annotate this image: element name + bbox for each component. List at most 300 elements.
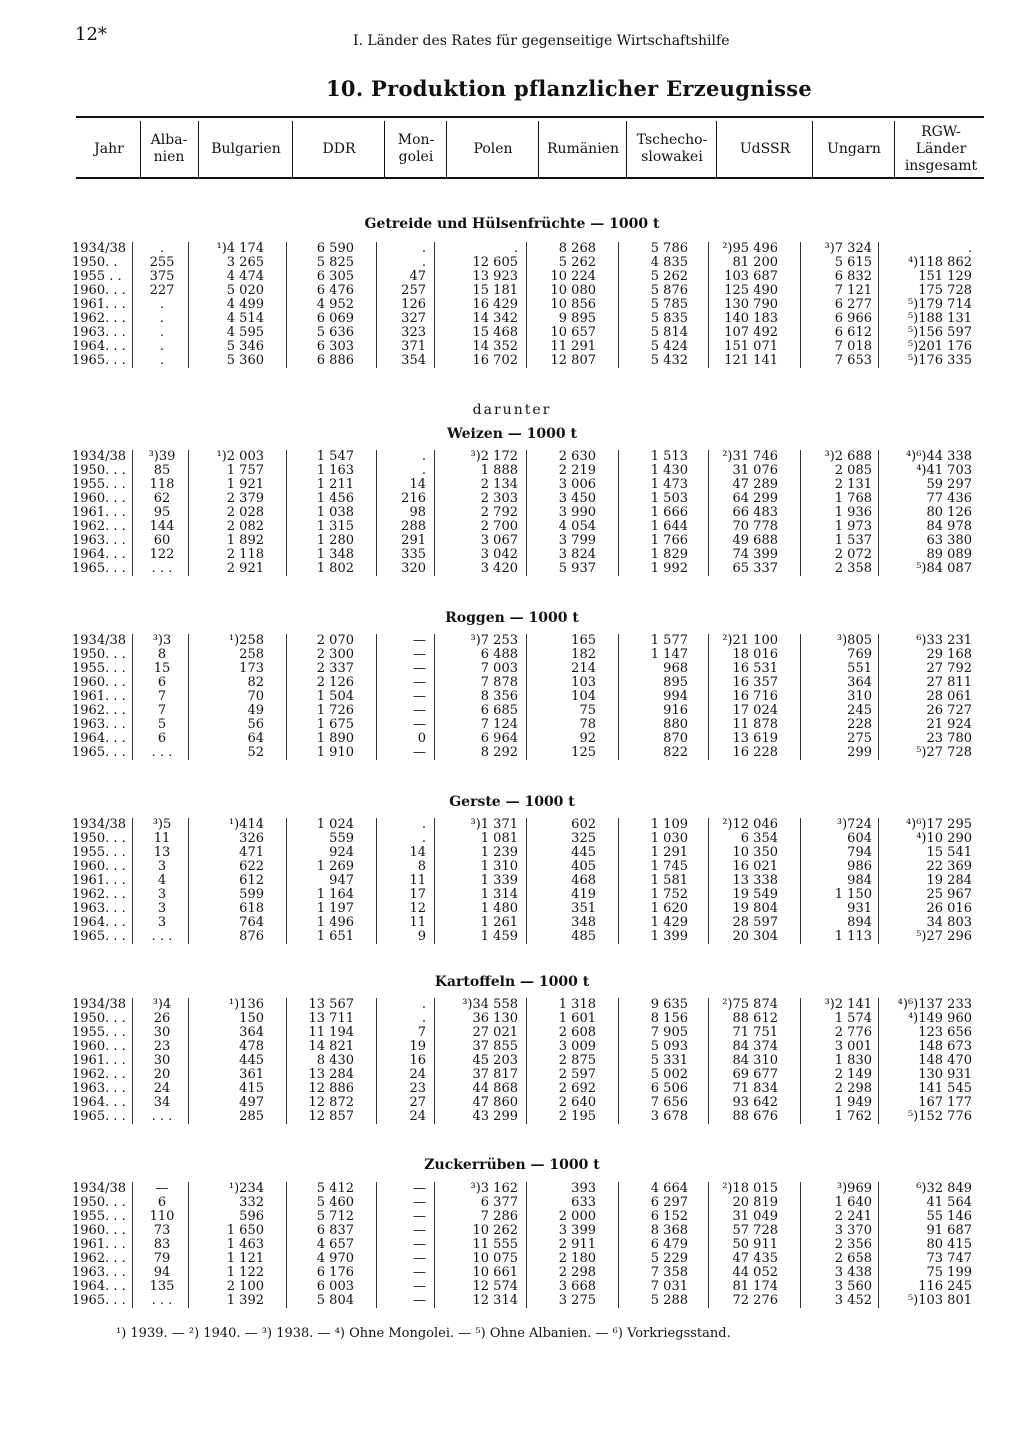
value-cell: 1 291: [650, 845, 688, 860]
value-cell: 11 194: [308, 1025, 354, 1040]
value-cell: 1 150: [834, 887, 872, 902]
value-cell: 415: [239, 1081, 264, 1096]
value-cell: 2 072: [834, 547, 872, 562]
value-cell: 419: [571, 887, 596, 902]
value-cell: 15 181: [472, 283, 518, 298]
value-cell: —: [413, 703, 426, 718]
value-cell: 1 762: [834, 1109, 872, 1124]
value-cell: 5 804: [316, 1293, 354, 1308]
data-column-divider: [376, 634, 377, 760]
data-column-divider: [376, 1182, 377, 1308]
value-cell: 92: [579, 731, 596, 746]
value-cell: 141 545: [918, 1081, 972, 1096]
value-cell: 3 009: [558, 1039, 596, 1054]
value-cell: 6 176: [316, 1265, 354, 1280]
value-cell: .: [421, 817, 426, 832]
value-cell: 8: [157, 647, 167, 662]
value-cell: 66 483: [732, 505, 778, 520]
value-cell: 82: [247, 675, 264, 690]
value-cell: 6 277: [834, 297, 872, 312]
data-column-divider: [434, 818, 435, 944]
table-row: [0, 340, 1024, 354]
year-cell: 1965. . .: [72, 1109, 126, 1124]
value-cell: 10 856: [550, 297, 596, 312]
value-cell: 3 668: [558, 1279, 596, 1294]
header-bottom-rule: [76, 177, 984, 179]
value-cell: ³)969: [836, 1181, 872, 1196]
column-header: [142, 121, 196, 177]
data-column-divider: [878, 242, 879, 368]
data-column-divider: [188, 1182, 189, 1308]
value-cell: ²)21 100: [722, 633, 778, 648]
value-cell: 18 016: [732, 647, 778, 662]
value-cell: 14 342: [472, 311, 518, 326]
value-cell: 26: [153, 1011, 171, 1026]
value-cell: 4 595: [226, 325, 264, 340]
table-title: 10. Produktion pflanzlicher Erzeugnisse: [326, 76, 812, 101]
value-cell: 1 429: [650, 915, 688, 930]
value-cell: 4 835: [650, 255, 688, 270]
value-cell: 47 860: [472, 1095, 518, 1110]
value-cell: 1 197: [316, 901, 354, 916]
value-cell: 56: [247, 717, 264, 732]
value-cell: 31 076: [732, 463, 778, 478]
year-cell: 1955. . .: [72, 477, 126, 492]
value-cell: 1 430: [650, 463, 688, 478]
value-cell: 348: [571, 915, 596, 930]
value-cell: —: [413, 675, 426, 690]
value-cell: —: [413, 1181, 426, 1196]
value-cell: 4 657: [316, 1237, 354, 1252]
year-cell: 1965. . .: [72, 1293, 126, 1308]
table-row: [0, 1068, 1024, 1082]
value-cell: 24: [409, 1109, 426, 1124]
column-header: [200, 121, 292, 177]
value-cell: 7 653: [834, 353, 872, 368]
value-cell: ³)7 253: [470, 633, 518, 648]
value-cell: ⁴)10 290: [916, 831, 972, 846]
value-cell: 173: [239, 661, 264, 676]
value-cell: 79: [153, 1251, 171, 1266]
data-column-divider: [878, 1182, 879, 1308]
value-cell: .: [967, 241, 972, 256]
year-cell: 1961. . .: [72, 1053, 126, 1068]
value-cell: 71 834: [732, 1081, 778, 1096]
table-row: [0, 354, 1024, 368]
column-header: [540, 121, 626, 177]
data-column-divider: [708, 998, 709, 1124]
value-cell: 151 071: [724, 339, 778, 354]
column-header-line: nien: [153, 149, 185, 165]
footnotes: ¹) 1939. — ²) 1940. — ³) 1938. — ⁴) Ohne Mongolei. — ⁵) Ohne Albanien. — ⁶) Vorkriegsstand.: [116, 1326, 731, 1341]
value-cell: 1 936: [834, 505, 872, 520]
value-cell: ⁴)41 703: [916, 463, 972, 478]
value-cell: 20: [153, 1067, 171, 1082]
value-cell: 6 488: [480, 647, 518, 662]
value-cell: 16 702: [472, 353, 518, 368]
data-column-divider: [708, 634, 709, 760]
value-cell: 8: [417, 859, 426, 874]
table-row: [0, 690, 1024, 704]
value-cell: 47 435: [732, 1251, 778, 1266]
value-cell: ¹)414: [228, 817, 264, 832]
value-cell: ⁵)179 714: [907, 297, 972, 312]
value-cell: 1 802: [316, 561, 354, 576]
value-cell: 11 291: [550, 339, 596, 354]
value-cell: 37 817: [472, 1067, 518, 1082]
value-cell: 3 370: [834, 1223, 872, 1238]
table-row: [0, 1224, 1024, 1238]
value-cell: 16 357: [732, 675, 778, 690]
value-cell: 2 118: [226, 547, 264, 562]
value-cell: 15 541: [926, 845, 972, 860]
year-cell: 1964. . .: [72, 1095, 126, 1110]
value-cell: ³)34 558: [462, 997, 518, 1012]
year-cell: 1950. .: [72, 255, 118, 270]
table-row: [0, 1012, 1024, 1026]
value-cell: 6 837: [316, 1223, 354, 1238]
value-cell: 2 131: [834, 477, 872, 492]
value-cell: 1 261: [480, 915, 518, 930]
year-cell: 1963. . .: [72, 1081, 126, 1096]
value-cell: 364: [239, 1025, 264, 1040]
data-column-divider: [526, 450, 527, 576]
column-header: [386, 121, 446, 177]
value-cell: 1 121: [226, 1251, 264, 1266]
value-cell: 10 661: [472, 1265, 518, 1280]
value-cell: 14: [409, 845, 426, 860]
column-header: [448, 121, 538, 177]
value-cell: 3: [157, 859, 167, 874]
table-row: [0, 450, 1024, 464]
section-title: Kartoffeln — 1000 t: [434, 974, 590, 990]
value-cell: 6 297: [650, 1195, 688, 1210]
value-cell: —: [413, 1293, 426, 1308]
value-cell: 602: [571, 817, 596, 832]
value-cell: 107 492: [724, 325, 778, 340]
header-column-divider: [140, 121, 141, 177]
column-header: [814, 121, 894, 177]
value-cell: 27: [409, 1095, 426, 1110]
value-cell: 2 792: [480, 505, 518, 520]
value-cell: 43 299: [472, 1109, 518, 1124]
value-cell: 375: [149, 269, 175, 284]
value-cell: 13 711: [308, 1011, 354, 1026]
value-cell: 55 146: [926, 1209, 972, 1224]
data-column-divider: [376, 998, 377, 1124]
value-cell: 20 304: [732, 929, 778, 944]
year-cell: 1955. . .: [72, 661, 126, 676]
value-cell: 3 067: [480, 533, 518, 548]
year-cell: 1934/38: [72, 449, 127, 464]
value-cell: 2 219: [558, 463, 596, 478]
table-row: [0, 930, 1024, 944]
year-cell: 1961. . .: [72, 873, 126, 888]
value-cell: 1 211: [316, 477, 354, 492]
value-cell: 2 358: [834, 561, 872, 576]
value-cell: 34 803: [926, 915, 972, 930]
value-cell: 77 436: [926, 491, 972, 506]
data-column-divider: [526, 998, 527, 1124]
value-cell: 228: [847, 717, 872, 732]
value-cell: 20 819: [732, 1195, 778, 1210]
value-cell: 24: [409, 1067, 426, 1082]
value-cell: 4 474: [226, 269, 264, 284]
value-cell: 2 700: [480, 519, 518, 534]
value-cell: 11 555: [472, 1237, 518, 1252]
value-cell: ³)5: [152, 817, 172, 832]
value-cell: 14: [409, 477, 426, 492]
year-cell: 1964. . .: [72, 915, 126, 930]
value-cell: .: [159, 339, 165, 354]
value-cell: —: [413, 1209, 426, 1224]
table-row: [0, 634, 1024, 648]
value-cell: 6 886: [316, 353, 354, 368]
value-cell: 6 612: [834, 325, 872, 340]
value-cell: 104: [571, 689, 596, 704]
value-cell: 1 888: [480, 463, 518, 478]
value-cell: 50 911: [732, 1237, 778, 1252]
table-row: [0, 478, 1024, 492]
value-cell: 3 799: [558, 533, 596, 548]
value-cell: 1 992: [650, 561, 688, 576]
data-column-divider: [526, 1182, 527, 1308]
table-row: [0, 1280, 1024, 1294]
value-cell: 764: [239, 915, 264, 930]
value-cell: 1 473: [650, 477, 688, 492]
value-cell: 1 280: [316, 533, 354, 548]
year-cell: 1934/38: [72, 633, 127, 648]
value-cell: 10 075: [472, 1251, 518, 1266]
value-cell: 214: [571, 661, 596, 676]
value-cell: 894: [847, 915, 872, 930]
table-row: [0, 1196, 1024, 1210]
value-cell: 60: [153, 533, 171, 548]
value-cell: 5 346: [226, 339, 264, 354]
header-column-divider: [812, 121, 813, 177]
table-row: [0, 902, 1024, 916]
value-cell: 8 356: [480, 689, 518, 704]
value-cell: ⁴)118 862: [907, 255, 972, 270]
value-cell: 1 399: [650, 929, 688, 944]
value-cell: 11: [409, 915, 426, 930]
table-row: [0, 846, 1024, 860]
table-row: [0, 520, 1024, 534]
value-cell: 47: [409, 269, 426, 284]
value-cell: 2 300: [316, 647, 354, 662]
value-cell: 288: [401, 519, 426, 534]
value-cell: —: [413, 1265, 426, 1280]
value-cell: 130 790: [724, 297, 778, 312]
value-cell: 1 666: [650, 505, 688, 520]
value-cell: 471: [239, 845, 264, 860]
value-cell: 7 286: [480, 1209, 518, 1224]
value-cell: 478: [239, 1039, 264, 1054]
value-cell: 2 070: [316, 633, 354, 648]
value-cell: 19 804: [732, 901, 778, 916]
year-cell: 1965. . .: [72, 929, 126, 944]
value-cell: 3 678: [650, 1109, 688, 1124]
value-cell: 5 229: [650, 1251, 688, 1266]
value-cell: —: [413, 689, 426, 704]
value-cell: 258: [239, 647, 264, 662]
value-cell: 1 892: [226, 533, 264, 548]
value-cell: 2 134: [480, 477, 518, 492]
value-cell: 5 262: [558, 255, 596, 270]
value-cell: ³)1 371: [470, 817, 518, 832]
value-cell: 2 356: [834, 1237, 872, 1252]
value-cell: 310: [847, 689, 872, 704]
table-row: [0, 874, 1024, 888]
data-column-divider: [618, 634, 619, 760]
year-cell: 1964. . .: [72, 731, 126, 746]
value-cell: —: [413, 633, 426, 648]
value-cell: 2 379: [226, 491, 264, 506]
value-cell: 5 331: [650, 1053, 688, 1068]
column-header-line: UdSSR: [739, 140, 791, 157]
value-cell: 1 392: [226, 1293, 264, 1308]
value-cell: —: [413, 1223, 426, 1238]
value-cell: 8 368: [650, 1223, 688, 1238]
value-cell: 17: [409, 887, 426, 902]
data-column-divider: [800, 450, 801, 576]
data-column-divider: [434, 634, 435, 760]
value-cell: 468: [571, 873, 596, 888]
value-cell: 6 966: [834, 311, 872, 326]
value-cell: 23: [153, 1039, 171, 1054]
value-cell: 1 752: [650, 887, 688, 902]
value-cell: 73 747: [926, 1251, 972, 1266]
column-header-line: Tschecho-: [636, 132, 708, 148]
value-cell: 6 069: [316, 311, 354, 326]
value-cell: ³)39: [148, 449, 176, 464]
value-cell: 2 608: [558, 1025, 596, 1040]
value-cell: 69 677: [732, 1067, 778, 1082]
value-cell: 822: [663, 745, 688, 760]
value-cell: 5: [157, 717, 167, 732]
value-cell: .: [513, 241, 518, 256]
table-row: [0, 718, 1024, 732]
value-cell: 140 183: [724, 311, 778, 326]
value-cell: 880: [663, 717, 688, 732]
value-cell: 1 163: [316, 463, 354, 478]
year-cell: 1962. . .: [72, 887, 126, 902]
table-row: [0, 1266, 1024, 1280]
value-cell: 5 785: [650, 297, 688, 312]
year-cell: 1963. . .: [72, 717, 126, 732]
value-cell: 769: [847, 647, 872, 662]
value-cell: ³)724: [836, 817, 872, 832]
value-cell: 13 284: [308, 1067, 354, 1082]
value-cell: 1 577: [650, 633, 688, 648]
value-cell: ²)18 015: [722, 1181, 778, 1196]
year-cell: 1963. . .: [72, 901, 126, 916]
value-cell: 3 275: [558, 1293, 596, 1308]
value-cell: 1 314: [480, 887, 518, 902]
value-cell: 1 030: [650, 831, 688, 846]
year-cell: 1950. . .: [72, 1195, 126, 1210]
value-cell: 445: [571, 845, 596, 860]
value-cell: 16 429: [472, 297, 518, 312]
section-title: Roggen — 1000 t: [445, 610, 579, 626]
value-cell: 1 503: [650, 491, 688, 506]
year-cell: 1950. . .: [72, 831, 126, 846]
header-column-divider: [384, 121, 385, 177]
data-column-divider: [376, 242, 377, 368]
header-column-divider: [716, 121, 717, 177]
value-cell: 1 024: [316, 817, 354, 832]
year-cell: 1960. . .: [72, 1039, 126, 1054]
value-cell: 3 042: [480, 547, 518, 562]
value-cell: 2 298: [558, 1265, 596, 1280]
table-row: [0, 562, 1024, 576]
value-cell: —: [413, 745, 426, 760]
value-cell: 5 460: [316, 1195, 354, 1210]
year-cell: 1961. . .: [72, 505, 126, 520]
value-cell: 15: [153, 661, 171, 676]
value-cell: 81 200: [732, 255, 778, 270]
value-cell: 11: [153, 831, 171, 846]
value-cell: 361: [239, 1067, 264, 1082]
table-row: [0, 1054, 1024, 1068]
data-column-divider: [618, 818, 619, 944]
table-row: [0, 1110, 1024, 1124]
value-cell: 4 499: [226, 297, 264, 312]
value-cell: 41 564: [926, 1195, 972, 1210]
value-cell: 5 835: [650, 311, 688, 326]
value-cell: 968: [663, 661, 688, 676]
value-cell: 26 016: [926, 901, 972, 916]
value-cell: 7 124: [480, 717, 518, 732]
year-cell: 1965. . .: [72, 561, 126, 576]
value-cell: 2 658: [834, 1251, 872, 1266]
table-row: [0, 704, 1024, 718]
value-cell: ⁴)⁶)44 338: [905, 449, 972, 464]
year-cell: 1965. . .: [72, 745, 126, 760]
table-row: [0, 534, 1024, 548]
value-cell: —: [413, 1279, 426, 1294]
value-cell: 64 299: [732, 491, 778, 506]
value-cell: 89 089: [926, 547, 972, 562]
value-cell: 12 872: [308, 1095, 354, 1110]
data-column-divider: [434, 242, 435, 368]
data-column-divider: [132, 450, 133, 576]
value-cell: 11 878: [732, 717, 778, 732]
value-cell: 62: [153, 491, 171, 506]
value-cell: .: [159, 325, 165, 340]
value-cell: 28 061: [926, 689, 972, 704]
value-cell: 7: [157, 689, 167, 704]
value-cell: 320: [401, 561, 426, 576]
column-header-line: RGW-: [921, 123, 961, 140]
value-cell: 23 780: [926, 731, 972, 746]
value-cell: 3 265: [226, 255, 264, 270]
value-cell: 10 224: [550, 269, 596, 284]
year-cell: 1955. . .: [72, 1209, 126, 1224]
value-cell: 13: [153, 845, 171, 860]
data-column-divider: [286, 242, 287, 368]
value-cell: 75: [579, 703, 596, 718]
value-cell: 3 420: [480, 561, 518, 576]
table-row: [0, 676, 1024, 690]
data-column-divider: [132, 634, 133, 760]
value-cell: ⁴)⁶)137 233: [897, 997, 972, 1012]
value-cell: 485: [571, 929, 596, 944]
table-row: [0, 860, 1024, 874]
value-cell: 19: [409, 1039, 426, 1054]
value-cell: ³)2 688: [824, 449, 872, 464]
value-cell: 1 650: [226, 1223, 264, 1238]
